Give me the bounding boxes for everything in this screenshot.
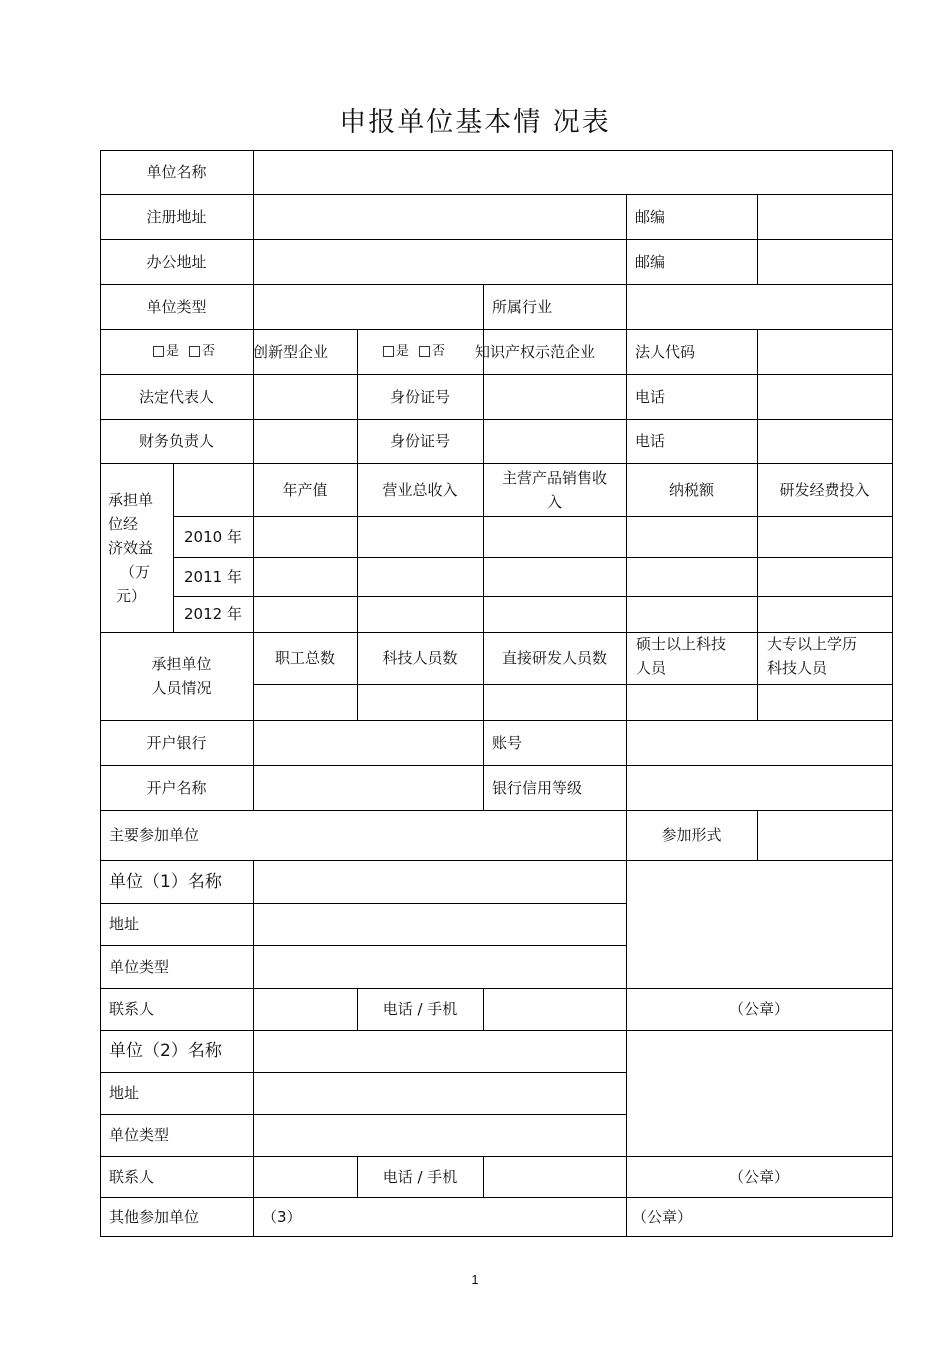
- ip-demo-yes-label: 是: [396, 343, 410, 359]
- legal-rep-id-label: 身份证号: [389, 387, 450, 406]
- reg-postcode-label: 邮编: [635, 207, 666, 226]
- unit1-type-label: 单位类型: [109, 957, 170, 976]
- year-2010: 2010 年: [184, 527, 242, 546]
- unit1-type-field[interactable]: [253, 945, 626, 988]
- innovative-no-label: 否: [202, 343, 216, 359]
- innovative-yes-label: 是: [166, 343, 180, 359]
- reg-address-label: 注册地址: [146, 207, 207, 226]
- unit2-name-field[interactable]: [253, 1030, 626, 1072]
- legal-rep-phone-label: 电话: [635, 387, 666, 406]
- office-postcode-label: 邮编: [635, 252, 666, 271]
- header-tech-staff: 科技人员数: [382, 649, 458, 667]
- unit1-phone-label: 电话 / 手机: [382, 1000, 458, 1018]
- finance-head-field[interactable]: [253, 419, 357, 463]
- page-number: 1: [471, 1272, 479, 1287]
- unit2-address-label: 地址: [109, 1084, 140, 1102]
- year-2011: 2011 年: [184, 567, 242, 586]
- unit-type-field[interactable]: [253, 284, 483, 329]
- header-rd-staff: 直接研发人员数: [501, 649, 607, 667]
- finance-head-phone-label: 电话: [635, 432, 666, 450]
- unit2-name-label: 单位（2）名称: [109, 1041, 222, 1061]
- unit1-address-label: 地址: [109, 915, 140, 933]
- unit-type-label: 单位类型: [146, 297, 207, 316]
- account-name-field[interactable]: [253, 765, 483, 810]
- legal-rep-label: 法定代表人: [138, 387, 214, 406]
- personnel-label: 承担单位 人员情况: [151, 655, 212, 697]
- other-participants-label: 其他参加单位: [109, 1207, 200, 1226]
- office-postcode-field[interactable]: [757, 239, 892, 284]
- header-annual-output: 年产值: [282, 480, 328, 499]
- innovative-label: 创新型企业: [253, 342, 329, 361]
- unit2-type-label: 单位类型: [109, 1126, 170, 1144]
- unit1-name-label: 单位（1）名称: [109, 871, 222, 892]
- header-main-product-sales: 主营产品销售收 入: [501, 468, 607, 511]
- finance-head-id-field[interactable]: [483, 419, 626, 463]
- header-total-revenue: 营业总收入: [382, 480, 458, 499]
- unit-name-field[interactable]: [253, 150, 892, 194]
- ip-demo-yes-checkbox[interactable]: [383, 346, 394, 357]
- economic-label: 承担单 位经 济效益 （万 元）: [108, 490, 154, 605]
- industry-field[interactable]: [626, 284, 892, 329]
- other-seal: （公章）: [632, 1207, 693, 1226]
- ip-demo-choice: [383, 329, 473, 374]
- unit1-address-field[interactable]: [253, 903, 626, 945]
- unit2-phone-label: 电话 / 手机: [382, 1167, 458, 1186]
- office-address-field[interactable]: [253, 239, 626, 284]
- credit-level-label: 银行信用等级: [492, 778, 583, 797]
- ip-demo-no-checkbox[interactable]: [419, 346, 430, 357]
- industry-label: 所属行业: [492, 297, 553, 316]
- finance-head-label: 财务负责人: [138, 432, 214, 450]
- unit1-seal: （公章）: [728, 1000, 789, 1018]
- participation-form-field[interactable]: [757, 810, 892, 860]
- ip-demo-no-label: 否: [432, 343, 446, 359]
- unit2-seal: （公章）: [728, 1167, 789, 1186]
- unit1-name-field[interactable]: [253, 860, 626, 903]
- legal-code-label: 法人代码: [635, 342, 696, 361]
- account-field[interactable]: [626, 720, 892, 765]
- legal-code-field[interactable]: [757, 329, 892, 374]
- unit1-phone-field[interactable]: [483, 988, 626, 1030]
- reg-address-field[interactable]: [253, 194, 626, 239]
- office-address-label: 办公地址: [146, 252, 207, 271]
- unit1-contact-label: 联系人: [109, 1000, 155, 1018]
- bank-name-field[interactable]: [253, 720, 483, 765]
- page-title: 申报单位基本情 况表: [339, 107, 611, 138]
- legal-rep-id-field[interactable]: [483, 374, 626, 419]
- finance-head-id-label: 身份证号: [389, 432, 450, 450]
- header-masters-staff: 硕士以上科技 人员: [636, 635, 727, 677]
- finance-head-phone-field[interactable]: [757, 419, 892, 463]
- unit-name-label: 单位名称: [146, 163, 207, 181]
- bank-name-label: 开户银行: [146, 733, 207, 752]
- ip-demo-label: 知识产权示范企业: [475, 342, 596, 361]
- main-participants-label: 主要参加单位: [109, 826, 200, 844]
- account-label: 账号: [492, 733, 523, 752]
- header-total-staff: 职工总数: [274, 649, 335, 667]
- innovative-no-checkbox[interactable]: [189, 346, 200, 357]
- legal-rep-field[interactable]: [253, 374, 357, 419]
- header-tax: 纳税额: [668, 480, 714, 499]
- unit2-contact-field[interactable]: [253, 1156, 357, 1197]
- unit2-contact-label: 联系人: [109, 1167, 155, 1186]
- year-2012: 2012 年: [184, 605, 242, 623]
- unit1-contact-field[interactable]: [253, 988, 357, 1030]
- account-name-label: 开户名称: [146, 778, 207, 797]
- legal-rep-phone-field[interactable]: [757, 374, 892, 419]
- reg-postcode-field[interactable]: [757, 194, 892, 239]
- unit2-address-field[interactable]: [253, 1072, 626, 1114]
- other-participants-field[interactable]: （3）: [262, 1207, 302, 1226]
- participation-form-label: 参加形式: [661, 826, 722, 844]
- credit-level-field[interactable]: [626, 765, 892, 810]
- unit2-phone-field[interactable]: [483, 1156, 626, 1197]
- header-college-staff: 大专以上学历 科技人员: [767, 635, 858, 677]
- unit2-type-field[interactable]: [253, 1114, 626, 1156]
- innovative-choice: [153, 329, 243, 374]
- header-rd-investment: 研发经费投入: [779, 480, 870, 499]
- innovative-yes-checkbox[interactable]: [153, 346, 164, 357]
